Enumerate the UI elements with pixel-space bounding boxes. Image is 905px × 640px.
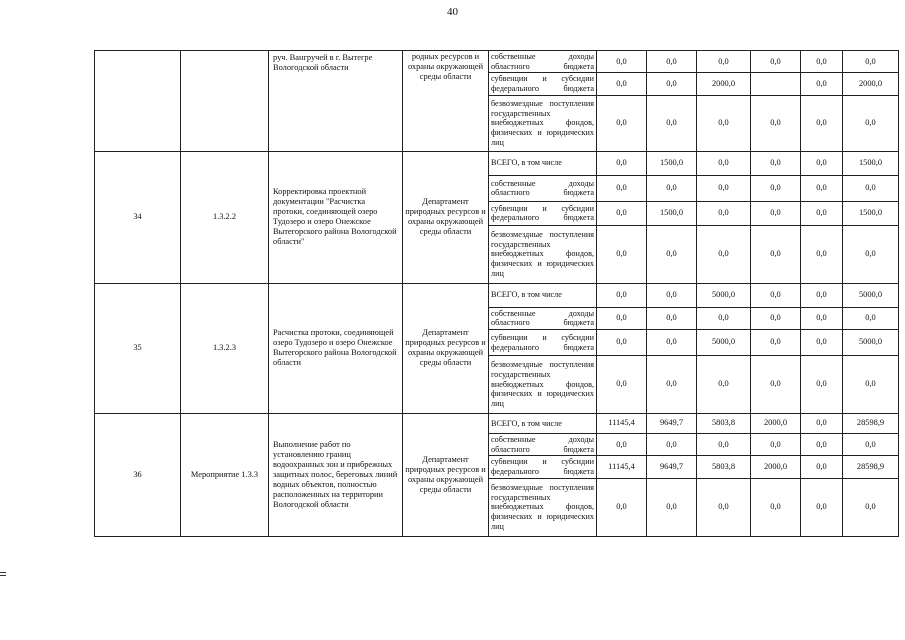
amount-cell: 0,0 [751,283,801,307]
activity-code: 1.3.2.3 [181,283,269,413]
amount-cell: 0,0 [597,73,647,95]
amount-cell: 0,0 [597,175,647,201]
responsible-department: Департамент природных ресурсов и охраны окружающей среды области [403,283,489,413]
amount-cell: 0,0 [801,307,843,329]
amount-cell: 0,0 [647,478,697,536]
funding-source: собственные доходы областного бюджета [489,307,597,329]
amount-cell: 0,0 [697,478,751,536]
amount-cell: 0,0 [647,434,697,456]
amount-cell: 28598,9 [843,456,899,478]
amount-cell: 0,0 [597,225,647,283]
table-row [95,151,899,175]
amount-cell: 0,0 [597,330,647,356]
margin-mark [0,572,6,578]
table-row [95,51,899,73]
amount-cell: 0,0 [647,356,697,414]
funding-source: ВСЕГО, в том числе [489,283,597,307]
amount-cell: 0,0 [843,478,899,536]
amount-cell: 0,0 [801,414,843,434]
amount-cell: 1500,0 [647,201,697,225]
amount-cell: 0,0 [647,283,697,307]
amount-cell: 0,0 [597,434,647,456]
amount-cell: 0,0 [597,356,647,414]
amount-cell: 0,0 [697,356,751,414]
amount-cell: 0,0 [597,51,647,73]
funding-source: ВСЕГО, в том числе [489,151,597,175]
table-row [95,283,899,307]
funding-source: безвозмездные поступления государственных внебюджетных фондов, физических и юридических лиц [489,356,597,414]
amount-cell: 0,0 [697,51,751,73]
row-number [95,51,181,152]
amount-cell: 0,0 [697,307,751,329]
amount-cell: 5000,0 [697,330,751,356]
amount-cell: 0,0 [647,95,697,151]
amount-cell: 0,0 [597,201,647,225]
amount-cell: 0,0 [801,51,843,73]
activity-name: Корректировка проектной документации "Расчистка протоки, соединяющей озеро Тудозеро и озеро Онежское Вытегорского района Вологодской области" [269,151,403,283]
amount-cell: 2000,0 [843,73,899,95]
amount-cell: 0,0 [647,307,697,329]
amount-cell: 0,0 [843,434,899,456]
funding-source: субвенции и субсидии федерального бюджета [489,330,597,356]
amount-cell: 1500,0 [843,201,899,225]
funding-source: собственные доходы областного бюджета [489,51,597,73]
row-number: 34 [95,151,181,283]
amount-cell: 9649,7 [647,414,697,434]
amount-cell: 0,0 [647,175,697,201]
row-number: 35 [95,283,181,413]
table-row [95,414,899,434]
amount-cell: 0,0 [801,201,843,225]
amount-cell: 0,0 [801,456,843,478]
amount-cell: 0,0 [801,225,843,283]
funding-source: безвозмездные поступления государственных внебюджетных фондов, физических и юридических лиц [489,225,597,283]
table-body [95,51,899,537]
activity-code [181,51,269,152]
responsible-department: родных ресурсов и охраны окружающей среды области [403,51,489,152]
activity-code: 1.3.2.2 [181,151,269,283]
amount-cell: 0,0 [801,283,843,307]
funding-source: безвозмездные поступления государственных внебюджетных фондов, физических и юридических лиц [489,478,597,536]
amount-cell: 0,0 [597,95,647,151]
amount-cell: 0,0 [697,434,751,456]
amount-cell: 5000,0 [843,330,899,356]
amount-cell: 0,0 [751,225,801,283]
funding-source: субвенции и субсидии федерального бюджета [489,73,597,95]
amount-cell: 0,0 [751,201,801,225]
amount-cell: 0,0 [647,51,697,73]
amount-cell: 0,0 [597,151,647,175]
amount-cell: 0,0 [647,225,697,283]
amount-cell: 0,0 [751,95,801,151]
amount-cell: 1500,0 [647,151,697,175]
amount-cell: 0,0 [647,330,697,356]
row-number: 36 [95,414,181,537]
activity-name: Выполнение работ по установлению границ водоохранных зон и прибрежных защитных полос, береговых линий водных объектов, полностью расположенных на территории Вологодской области [269,414,403,537]
amount-cell: 0,0 [843,175,899,201]
amount-cell: 0,0 [697,95,751,151]
amount-cell: 0,0 [751,478,801,536]
amount-cell: 0,0 [751,51,801,73]
amount-cell: 0,0 [751,307,801,329]
amount-cell: 2000,0 [751,414,801,434]
amount-cell: 11145,4 [597,456,647,478]
amount-cell: 28598,9 [843,414,899,434]
amount-cell: 0,0 [597,307,647,329]
funding-source: субвенции и субсидии федерального бюджета [489,201,597,225]
funding-source: безвозмездные поступления государственных внебюджетных фондов, физических и юридических лиц [489,95,597,151]
amount-cell: 0,0 [697,225,751,283]
funding-source: собственные доходы областного бюджета [489,434,597,456]
amount-cell: 0,0 [801,151,843,175]
amount-cell: 9649,7 [647,456,697,478]
amount-cell: 0,0 [751,151,801,175]
amount-cell: 0,0 [697,201,751,225]
amount-cell: 0,0 [843,51,899,73]
amount-cell: 0,0 [843,356,899,414]
amount-cell: 0,0 [647,73,697,95]
amount-cell: 0,0 [597,283,647,307]
amount-cell: 0,0 [843,225,899,283]
activity-name: Расчистка протоки, соединяющей озеро Тудозеро и озеро Онежское Вытегорского района Вологодской области [269,283,403,413]
amount-cell: 2000,0 [697,73,751,95]
amount-cell: 0,0 [801,95,843,151]
amount-cell: 0,0 [751,175,801,201]
amount-cell: 0,0 [597,478,647,536]
amount-cell: 1500,0 [843,151,899,175]
amount-cell: 0,0 [751,356,801,414]
amount-cell: 0,0 [697,175,751,201]
responsible-department: Департамент природных ресурсов и охраны окружающей среды области [403,414,489,537]
amount-cell: 0,0 [801,434,843,456]
amount-cell: 0,0 [801,175,843,201]
amount-cell: 2000,0 [751,456,801,478]
responsible-department: Департамент природных ресурсов и охраны окружающей среды области [403,151,489,283]
funding-source: собственные доходы областного бюджета [489,175,597,201]
amount-cell: 0,0 [843,307,899,329]
amount-cell: 0,0 [801,478,843,536]
amount-cell: 11145,4 [597,414,647,434]
page-number: 40 [447,6,458,18]
amount-cell: 0,0 [751,434,801,456]
amount-cell: 5803,8 [697,414,751,434]
amount-cell: 5000,0 [697,283,751,307]
amount-cell: 0,0 [801,73,843,95]
amount-cell: 0,0 [751,330,801,356]
funding-source: ВСЕГО, в том числе [489,414,597,434]
funding-source: субвенции и субсидии федерального бюджета [489,456,597,478]
amount-cell: 0,0 [843,95,899,151]
amount-cell: 0,0 [801,356,843,414]
amount-cell: 5803,8 [697,456,751,478]
amount-cell: 0,0 [697,151,751,175]
amount-cell: 0,0 [801,330,843,356]
activity-name: руч. Вангручей в г. Вытегре Вологодской области [269,51,403,152]
amount-cell: 5000,0 [843,283,899,307]
amount-cell [751,73,801,95]
activity-code: Мероприятие 1.3.3 [181,414,269,537]
budget-table [94,50,899,537]
